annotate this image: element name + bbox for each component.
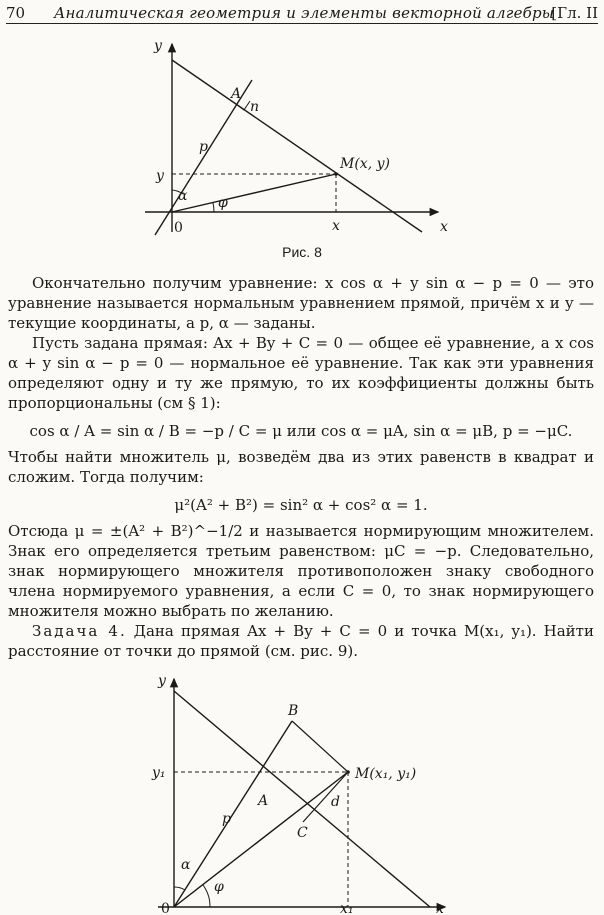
label-n: n	[250, 99, 260, 115]
label-y: y	[154, 38, 162, 54]
paragraph-normal-equation: Окончательно получим уравнение: x cos α + y sin α − p = 0 — это уравнение называется нормальным уравнением прямой, причём x и y — текущие координаты, а p, α — заданы.	[8, 274, 594, 332]
task-label: Задача 4.	[32, 622, 127, 640]
angle-phi-arc	[203, 885, 210, 907]
label-x: x	[440, 219, 448, 235]
label-alpha: α	[178, 188, 188, 204]
label-x: x	[436, 901, 444, 915]
tick-x1: x₁	[340, 901, 354, 915]
label-p: p	[199, 139, 208, 155]
running-title: Аналитическая геометрия и элементы векторной алгебры	[54, 4, 555, 22]
main-line	[174, 691, 430, 907]
label-point-m: M(x, y)	[340, 156, 390, 172]
task-text: Дана прямая Ax + By + C = 0 и точка M(x₁, y₁). Найти расстояние от точки до прямой (см. рис. 9).	[8, 622, 594, 660]
tick-y1: y₁	[152, 765, 166, 781]
page-number: 70	[6, 4, 26, 22]
tick-x: x	[332, 218, 340, 234]
body-text	[8, 273, 594, 661]
label-b: B	[288, 703, 299, 719]
label-phi: φ	[218, 195, 228, 211]
label-phi: φ	[214, 879, 224, 895]
label-p: p	[222, 811, 231, 827]
point-m	[346, 770, 350, 774]
label-a: A	[258, 793, 269, 809]
main-line	[172, 60, 422, 232]
radius-vector	[172, 174, 336, 212]
label-origin: 0	[161, 901, 170, 915]
chapter-marker: [Гл. II	[551, 4, 598, 22]
label-a: A	[231, 86, 242, 102]
paragraph-find-mu: Чтобы найти множитель μ, возведём два из этих равенств в квадрат и сложим. Тогда получим:	[8, 448, 594, 486]
equation-mu: μ²(A² + B²) = sin² α + cos² α = 1.	[174, 496, 428, 514]
label-d: d	[331, 794, 340, 810]
normal-line	[174, 721, 292, 907]
paragraph-general-equation: Пусть задана прямая: Ax + By + C = 0 — общее её уравнение, а x cos α + y sin α − p = 0 — нормальное её уравнение. Так как эти уравнения определяют одну и ту же прямую, то их коэффициенты должны быть пропорциональны (см § 1):	[8, 334, 594, 412]
tick-y: y	[156, 168, 164, 184]
figure-9	[0, 675, 604, 915]
paragraph-normalizing-factor: Отсюда μ = ±(A² + B²)^−1/2 и называется нормирующим множителем. Знак его определяется третьим равенством: μC = −p. Следовательно, знак нормирующего множителя противоположен знаку свободного члена нормируемого уравнения, а если C = 0, то знак нормирующего множителя можно выбрать по желанию.	[8, 522, 594, 620]
label-c: C	[297, 825, 308, 841]
distance-d	[303, 772, 348, 822]
angle-alpha-arc	[174, 887, 185, 890]
figure-8-caption: Рис. 8	[282, 244, 322, 260]
angle-phi-arc	[213, 203, 214, 212]
label-y: y	[158, 675, 166, 689]
label-alpha: α	[181, 857, 191, 873]
label-origin: 0	[174, 220, 183, 236]
figure-8	[0, 0, 604, 250]
parallel-line	[292, 721, 348, 772]
equation-proportional: cos α / A = sin α / B = −p / C = μ или cos α = μA, sin α = μB, p = −μC.	[29, 422, 573, 440]
point-m	[334, 172, 338, 176]
label-point-m: M(x₁, y₁)	[355, 766, 417, 782]
task-4	[8, 621, 594, 661]
